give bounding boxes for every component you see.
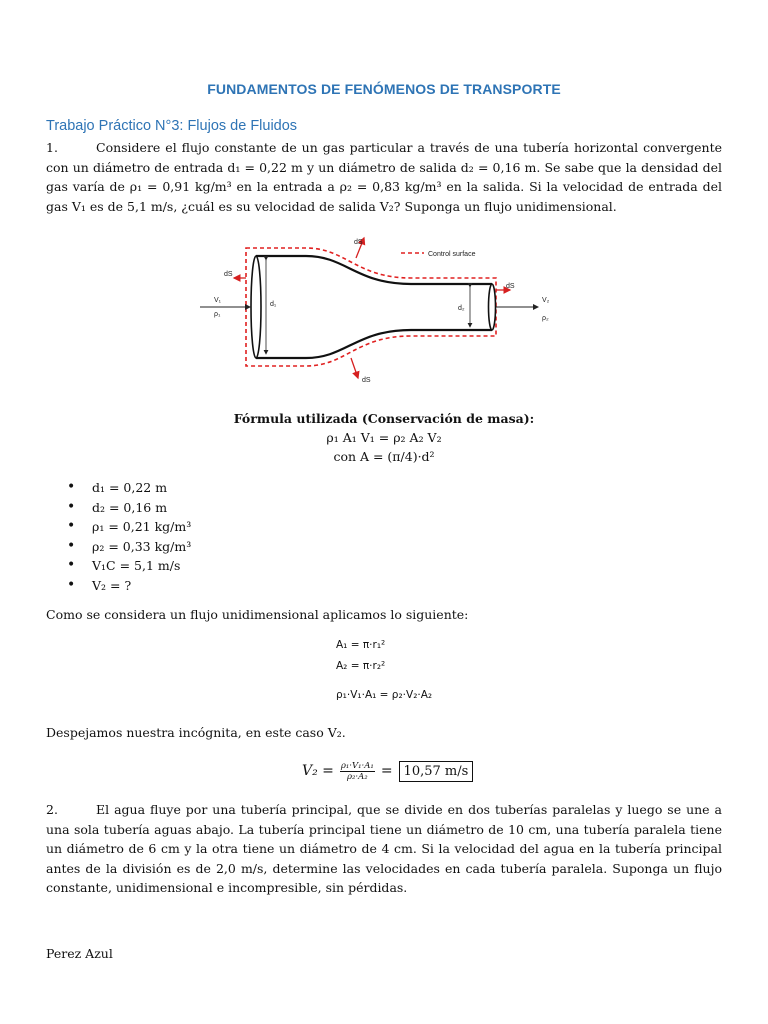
result-equation [302, 756, 473, 786]
list-item: • d₂ = 0,16 m [46, 498, 191, 518]
formula-line-2: con A = (π/4)·d² [333, 449, 435, 464]
ds-label-left: dS [224, 271, 233, 278]
legend-label: Control surface [428, 251, 476, 258]
pipe-upper-wall [256, 256, 492, 284]
rho2-label: ρ₂ [542, 315, 549, 322]
list-item: • d₁ = 0,22 m [46, 478, 191, 498]
result-numerator: ρ₁·V₁·A₁ [340, 760, 374, 771]
pipe-lower-wall [256, 330, 492, 358]
equation-a2: A₂ = π·r₂² [336, 660, 386, 672]
problem-1-text: Considere el flujo constante de un gas particular a través de una tubería horizontal convergente con un diámetro de entrada d₁ = 0,22 m y un diámetro de salida d₂ = 0,16 m. Se sabe que la densidad del gas varía de ρ₁ = 0,91 kg/m³ en la entrada a ρ₂ = 0,83 kg/m³ en la salida. Si la velocidad de entrada del gas V₁ es de 5,1 m/s, ¿cuál es su velocidad de salida V₂? Suponga un flujo unidimensional. [46, 140, 722, 214]
rho1-label: ρ₁ [214, 311, 221, 318]
author-signature: Perez Azul [46, 946, 113, 961]
result-denominator: ρ₂·A₂ [347, 771, 368, 782]
formula-heading: Fórmula utilizada (Conservación de masa): [233, 411, 535, 426]
inlet-section [251, 256, 261, 358]
result-value: 10,57 m/s [399, 761, 474, 782]
problem-2-text: El agua fluye por una tubería principal, que se divide en dos tuberías paralelas y luego se une a una sola tubería aguas abajo. La tubería principal tiene un diámetro de 10 cm, una tubería paralela tiene un diámetro de 6 cm y la otra tiene un diámetro de 4 cm. Si la velocidad del agua en la tubería principal antes de la división es de 2,0 m/s, determine las velocidades en cada tubería paralela. Suponga un flujo constante, unidimensional e incompresible, sin pérdidas. [46, 802, 722, 895]
despejamos-text: Despejamos nuestra incógnita, en este caso V₂. [46, 725, 346, 740]
d2-label: d₂ [458, 305, 465, 312]
problem-2-number: 2. [46, 802, 58, 817]
outlet-section [489, 284, 496, 330]
convergent-pipe-figure [196, 232, 572, 388]
ds-label-top: dS [354, 239, 363, 246]
ds-arrow-bottom [351, 358, 358, 378]
given-data-list [46, 478, 191, 595]
v2-label: V₂ [542, 297, 550, 304]
result-fraction [340, 761, 375, 782]
problem-2 [46, 800, 722, 898]
equation-continuity: ρ₁·V₁·A₁ = ρ₂·V₂·A₂ [336, 689, 433, 701]
ds-label-right: dS [506, 283, 515, 290]
list-item: • ρ₁ = 0,21 kg/m³ [46, 517, 191, 537]
problem-1-number: 1. [46, 140, 58, 155]
ds-label-bottom: dS [362, 377, 371, 384]
problem-1 [46, 138, 722, 216]
formula-line-1: ρ₁ A₁ V₁ = ρ₂ A₂ V₂ [326, 430, 442, 445]
list-item: • V₁C = 5,1 m/s [46, 556, 191, 576]
unidimensional-text: Como se considera un flujo unidimensional aplicamos lo siguiente: [46, 607, 469, 622]
page-title: FUNDAMENTOS DE FENÓMENOS DE TRANSPORTE [207, 81, 561, 97]
result-lhs: V₂ = [302, 763, 334, 779]
v1-label: V₁ [214, 297, 222, 304]
list-item: • V₂ = ? [46, 576, 191, 596]
list-item: • ρ₂ = 0,33 kg/m³ [46, 537, 191, 557]
equation-a1: A₁ = π·r₁² [336, 639, 386, 651]
section-subtitle: Trabajo Práctico N°3: Flujos de Fluidos [46, 118, 298, 134]
result-equals: = [380, 763, 393, 779]
d1-label: d₁ [270, 301, 277, 308]
